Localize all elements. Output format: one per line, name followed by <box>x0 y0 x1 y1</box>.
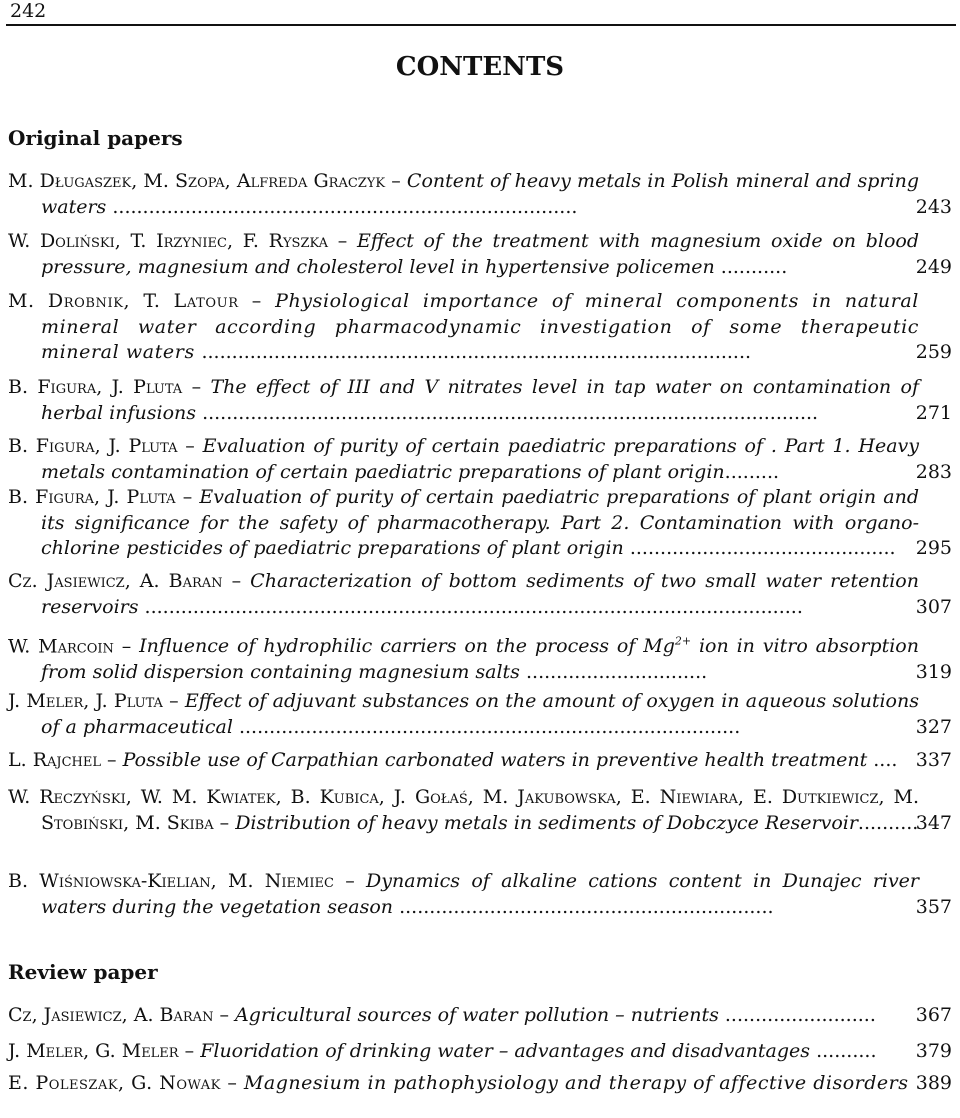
entry-title: Content of heavy metals in Polish mineral and spring waters <box>41 170 919 218</box>
toc-entry: W. Reczyński, W. M. Kwiatek, B. Kubica, J. Gołaś, M. Jakubowska, E. Niewiara, E. Dutkiewicz, M. Stobiński, M. Skiba – Distribution of heavy metals in sediments of Dobczyce Reservoir.......... 347 <box>8 785 958 836</box>
entry-page-number: 271 <box>915 401 952 424</box>
toc-entry: J. Meler, J. Pluta – Effect of adjuvant substances on the amount of oxygen in aqueous solutions of a pharmaceutical ................................................................................... 327 <box>8 689 958 740</box>
entry-authors: B. Wiśniowska-Kielian, M. Niemiec <box>8 870 334 892</box>
entry-page-number: 307 <box>915 595 952 618</box>
entry-authors: B. Figura, J. Pluta <box>8 376 183 398</box>
entry-page-number: 243 <box>915 195 952 218</box>
entry-title: Dynamics of alkaline cations content in Dunajec river waters during the vegetation season <box>41 870 919 918</box>
toc-entry: J. Meler, G. Meler – Fluoridation of drinking water – advantages and disadvantages .......... 379 <box>8 1039 958 1065</box>
entry-title: Possible use of Carpathian carbonated waters in preventive health treatment <box>122 749 868 771</box>
entry-title: The effect of III and V nitrates level in tap water on contamination of herbal infusions <box>41 376 919 424</box>
entry-page-number: 283 <box>915 460 952 483</box>
toc-entry: L. Rajchel – Possible use of Carpathian carbonated waters in preventive health treatment .... 337 <box>8 748 958 774</box>
entry-authors: M. Drobnik, T. Latour <box>8 290 239 312</box>
entry-authors: B. Figura, J. Pluta <box>8 435 178 457</box>
entry-title: Fluoridation of drinking water – advantages and disadvantages <box>200 1040 811 1062</box>
entry-title: Influence of hydrophilic carriers on the process of $Mg^{2+}$ ion in vitro absorption from solid dispersion containing magnesium salts <box>41 635 919 683</box>
toc-entry: B. Wiśniowska-Kielian, M. Niemiec – Dynamics of alkaline cations content in Dunajec river waters during the vegetation season .............................................................. 357 <box>8 869 958 920</box>
entry-authors: W. Reczyński, W. M. Kwiatek, B. Kubica, J. Gołaś, M. Jakubowska, E. Niewiara, E. Dutkiewicz, M. Stobiński, M. Skiba <box>8 786 919 834</box>
entry-authors: J. Meler, G. Meler <box>8 1040 179 1062</box>
toc-entry: B. Figura, J. Pluta – The effect of III and V nitrates level in tap water on contamination of herbal infusions ...................................................................................................... 271 <box>8 375 958 426</box>
toc-entry: Cz. Jasiewicz, A. Baran – Characterization of bottom sediments of two small water retention reservoirs ............................................................................................................. 307 <box>8 569 958 620</box>
entry-page-number: 347 <box>915 811 952 834</box>
entry-page-number: 379 <box>915 1040 952 1062</box>
entry-title: Physiological importance of mineral components in natural mineral water according pharmacodynamic investigation of some therapeutic mineral waters <box>41 290 919 363</box>
entry-authors: E. Poleszak, G. Nowak <box>8 1072 221 1094</box>
page-title: CONTENTS <box>395 52 565 82</box>
entry-page-number: 249 <box>915 255 952 278</box>
entry-authors: Cz, Jasiewicz, A. Baran <box>8 1004 214 1026</box>
entry-page-number: 327 <box>915 715 952 738</box>
entry-page-number: 389 <box>915 1072 952 1094</box>
entry-page-number: 367 <box>915 1004 952 1026</box>
entry-title: Distribution of heavy metals in sediments of Dobczyce Reservoir <box>235 811 858 834</box>
entry-title: Effect of the treatment with magnesium oxide on blood pressure, magnesium and cholesterol level in hypertensive policemen <box>41 230 920 278</box>
toc-entry: W. Doliński, T. Irzyniec, F. Ryszka – Effect of the treatment with magnesium oxide on blood pressure, magnesium and cholesterol level in hypertensive policemen ........... 249 <box>8 229 958 280</box>
entry-page-number: 295 <box>915 537 952 559</box>
entry-authors: W. Doliński, T. Irzyniec, F. Ryszka <box>8 230 329 252</box>
entry-title: Magnesium in pathophysiology and therapy of affective disorders <box>243 1072 909 1094</box>
section-heading-review-paper: Review paper <box>8 960 158 984</box>
entry-page-number: 337 <box>915 749 952 771</box>
toc-entry: E. Poleszak, G. Nowak – Magnesium in pathophysiology and therapy of affective disorders 389 <box>8 1071 958 1097</box>
entry-authors: J. Meler, J. Pluta <box>8 690 163 712</box>
toc-entry: M. Długaszek, M. Szopa, Alfreda Graczyk – Content of heavy metals in Polish mineral and spring waters ............................................................................. 243 <box>8 169 958 220</box>
toc-entry: B. Figura, J. Pluta – Evaluation of purity of certain paediatric preparations of . Part 1. Heavy metals contamination of certain paediatric preparations of plant origin......... 283 <box>8 434 958 485</box>
page-number: 242 <box>10 0 47 22</box>
entry-authors: M. Długaszek, M. Szopa, Alfreda Graczyk <box>8 170 386 192</box>
entry-page-number: 259 <box>915 341 952 363</box>
entry-page-number: 319 <box>915 660 952 683</box>
toc-entry: Cz, Jasiewicz, A. Baran – Agricultural sources of water pollution – nutrients ......................... 367 <box>8 1003 958 1029</box>
toc-entry: B. Figura, J. Pluta – Evaluation of purity of certain paediatric preparations of plant origin and its significance for the safety of pharmacotherapy. Part 2. Contamination with organo-chlorine pesticides of paediatric preparations of plant origin ............................................ 295 <box>8 485 958 562</box>
toc-entry: W. Marcoin – Influence of hydrophilic carriers on the process of $Mg^{2+}$ ion in vitro absorption from solid dispersion containing magnesium salts .............................. 319 <box>8 629 958 685</box>
entry-title: Evaluation of purity of certain paediatric preparations of . Part 1. Heavy metals contamination of certain paediatric preparations of plant origin <box>41 435 919 483</box>
header-rule <box>6 24 956 26</box>
section-heading-original-papers: Original papers <box>8 126 183 150</box>
entry-title: Effect of adjuvant substances on the amount of oxygen in aqueous solutions of a pharmaceutical <box>41 690 919 738</box>
entry-authors: Cz. Jasiewicz, A. Baran <box>8 570 223 592</box>
entry-title: Characterization of bottom sediments of two small water retention reservoirs <box>41 570 919 618</box>
entry-authors: B. Figura, J. Pluta <box>8 486 176 508</box>
entry-page-number: 357 <box>915 895 952 918</box>
toc-entry: M. Drobnik, T. Latour – Physiological importance of mineral components in natural mineral water according pharmacodynamic investigation of some therapeutic mineral waters ........................................................................................... 259 <box>8 289 958 366</box>
entry-authors: L. Rajchel <box>8 749 102 771</box>
entry-title: Evaluation of purity of certain paediatric preparations of plant origin and its significance for the safety of pharmacotherapy. Part 2. Contamination with organo-chlorine pesticides of paediatric preparations of plant origin <box>41 486 919 559</box>
entry-title: Agricultural sources of water pollution – nutrients <box>235 1004 719 1026</box>
entry-authors: W. Marcoin <box>8 635 114 658</box>
